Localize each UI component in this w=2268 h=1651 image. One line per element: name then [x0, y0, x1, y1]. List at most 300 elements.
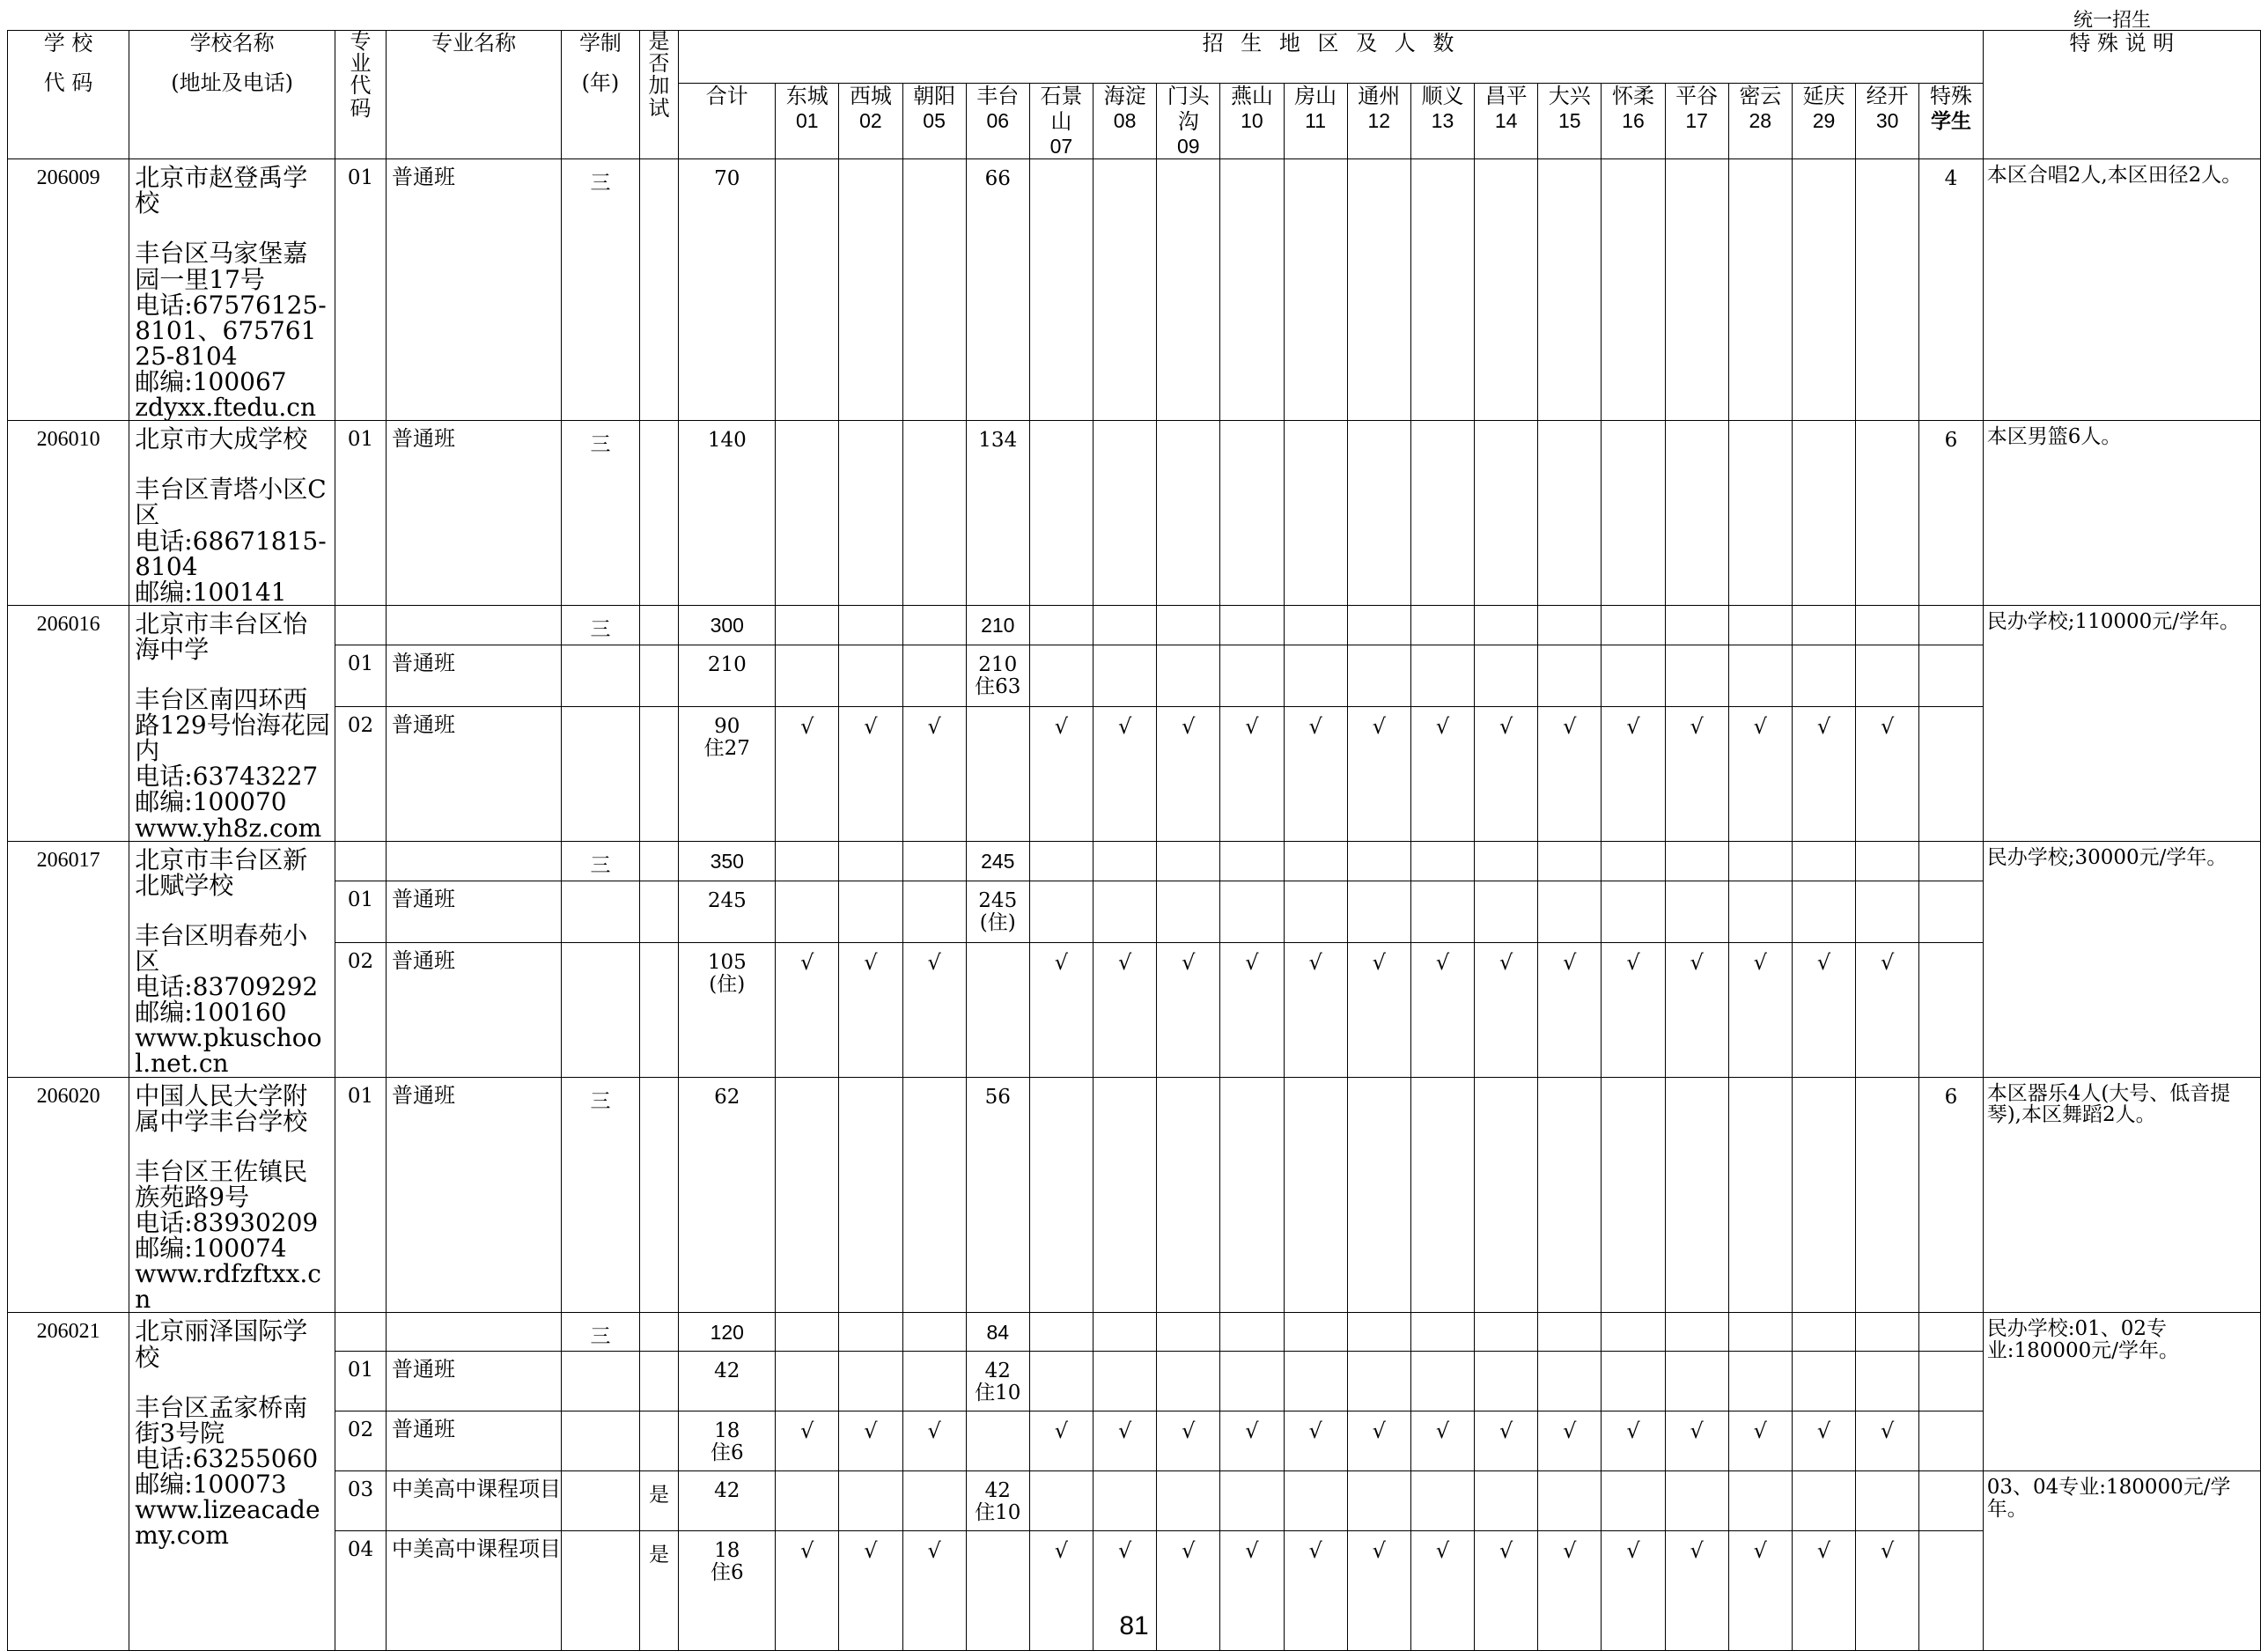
district-cell: [1728, 881, 1792, 943]
district-check: √: [1347, 1531, 1410, 1651]
total-count: 62: [679, 1077, 776, 1313]
district-cell: [1029, 1077, 1093, 1313]
school-code: 206020: [8, 1077, 129, 1313]
district-cell: [1665, 645, 1728, 707]
district-cell: [1094, 645, 1157, 707]
district-check: √: [1157, 1411, 1220, 1471]
header-district: [1347, 84, 1410, 159]
table-body: [8, 159, 2261, 1651]
major-name: 普通班: [386, 1352, 561, 1411]
district-name: 石景山: [1040, 84, 1083, 134]
district-cell: [1410, 645, 1474, 707]
district-cell: [1029, 421, 1093, 606]
district-cell: [1475, 1471, 1538, 1531]
district-cell: [1094, 1077, 1157, 1313]
school-address: [135, 687, 331, 841]
district-check: √: [902, 943, 966, 1078]
table-row: [8, 645, 2261, 707]
major-code: 01: [335, 1352, 387, 1411]
district-name: 通州: [1358, 84, 1401, 108]
school-name-cell: [129, 841, 335, 1077]
district-cell: [1284, 159, 1347, 421]
district-check: √: [1538, 1411, 1602, 1471]
district-code: 30: [1875, 108, 1899, 132]
extra-test: [639, 881, 679, 943]
district-cell: [839, 1471, 902, 1531]
total-count: 18 住6: [679, 1531, 776, 1651]
district-cell: [1157, 645, 1220, 707]
district-cell: [1284, 1352, 1347, 1411]
district-cell: [1602, 1352, 1665, 1411]
district-cell: [1094, 1352, 1157, 1411]
district-cell: [776, 421, 839, 606]
duration: 三: [562, 159, 639, 421]
major-name: [386, 1313, 561, 1352]
district-cell: [1792, 841, 1855, 881]
district-cell: [1284, 881, 1347, 943]
district-cell: [902, 1352, 966, 1411]
district-cell: [839, 1313, 902, 1352]
district-check: √: [1856, 943, 1919, 1078]
district-cell: [1284, 1471, 1347, 1531]
header-district: [1220, 84, 1284, 159]
district-count-fengtai: 134: [966, 421, 1029, 606]
header-major-code: 专业代码: [335, 31, 387, 159]
district-check: √: [1410, 1411, 1474, 1471]
district-cell: [1029, 1352, 1093, 1411]
major-name: 普通班: [386, 645, 561, 707]
district-cell: [1094, 1471, 1157, 1531]
header-note: 统一招生: [2073, 10, 2152, 32]
district-name: 西城: [849, 84, 892, 108]
district-cell: [1665, 605, 1728, 645]
district-cell: [1538, 841, 1602, 881]
district-cell: [1475, 605, 1538, 645]
district-name: 海淀: [1103, 84, 1146, 108]
district-name: 平谷: [1675, 84, 1719, 108]
district-cell: [1220, 605, 1284, 645]
major-code: 02: [335, 707, 387, 842]
header-region-title: 招 生 地 区 及 人 数: [679, 31, 1983, 84]
district-cell: [839, 1352, 902, 1411]
district-check: √: [1665, 1531, 1728, 1651]
header-duration: 学制 (年): [562, 31, 639, 159]
district-check: √: [1347, 707, 1410, 842]
address-line: 邮编:100070: [135, 787, 287, 817]
district-cell: [1475, 1077, 1538, 1313]
district-cell: [1602, 605, 1665, 645]
district-cell: [1410, 159, 1474, 421]
district-check: √: [1094, 1531, 1157, 1651]
district-check: √: [1220, 707, 1284, 842]
header-district: [966, 84, 1029, 159]
district-cell: [1856, 1077, 1919, 1313]
district-check: √: [1029, 1411, 1093, 1471]
table-row: [8, 841, 2261, 881]
district-cell: [1347, 645, 1410, 707]
address-line: 丰台区孟家桥南街3号院: [135, 1392, 308, 1448]
total-count: 18 住6: [679, 1411, 776, 1471]
address-line: 丰台区王佐镇民族苑路9号: [135, 1156, 308, 1212]
district-name: 特殊: [1929, 84, 1972, 108]
district-cell: [1475, 421, 1538, 606]
district-count-fengtai: [966, 707, 1029, 842]
total-count: 120: [679, 1313, 776, 1352]
district-cell: [1410, 1471, 1474, 1531]
district-check: √: [1284, 1411, 1347, 1471]
district-code: 06: [986, 108, 1010, 132]
district-cell: [1284, 1077, 1347, 1313]
school-name: 北京丽泽国际学校: [135, 1316, 308, 1372]
district-count-fengtai: 210 住63: [966, 645, 1029, 707]
school-code: 206010: [8, 421, 129, 606]
district-count-fengtai: 56: [966, 1077, 1029, 1313]
district-check: √: [839, 707, 902, 842]
school-name-cell: [129, 605, 335, 841]
district-check: √: [1284, 707, 1347, 842]
special-note: 民办学校;30000元/学年。: [1983, 841, 2260, 1077]
table-row: [8, 1313, 2261, 1352]
table-row: [8, 881, 2261, 943]
district-cell: [1728, 605, 1792, 645]
district-cell: [902, 841, 966, 881]
district-cell: [1602, 645, 1665, 707]
district-cell: [776, 1471, 839, 1531]
district-cell: [1220, 881, 1284, 943]
district-code: 01: [795, 108, 819, 132]
district-check: √: [1602, 707, 1665, 842]
district-code: 学生: [1930, 108, 1971, 132]
district-cell: [1602, 1313, 1665, 1352]
district-check: √: [1728, 943, 1792, 1078]
district-cell: [1728, 1352, 1792, 1411]
district-cell: [1157, 421, 1220, 606]
table-row: [8, 159, 2261, 421]
district-count-fengtai: 210: [966, 605, 1029, 645]
district-cell: [1792, 605, 1855, 645]
school-name: 北京市丰台区怡海中学: [135, 608, 308, 664]
district-cell: [1410, 881, 1474, 943]
district-cell: [1856, 1313, 1919, 1352]
district-cell: [1094, 1313, 1157, 1352]
district-cell: [1665, 881, 1728, 943]
district-cell: [1094, 841, 1157, 881]
district-cell: [839, 645, 902, 707]
district-check: √: [1475, 707, 1538, 842]
address-line: 邮编:100074: [135, 1234, 287, 1264]
district-cell: [776, 1313, 839, 1352]
district-check: √: [902, 1411, 966, 1471]
district-cell: [1665, 421, 1728, 606]
district-cell: [1094, 881, 1157, 943]
district-cell: [1538, 1313, 1602, 1352]
district-check: √: [1856, 1411, 1919, 1471]
district-cell: [1665, 1077, 1728, 1313]
district-cell: [1792, 1077, 1855, 1313]
district-cell: [1728, 421, 1792, 606]
school-address: [135, 1156, 331, 1315]
district-code: 28: [1749, 108, 1772, 132]
district-cell: [1029, 645, 1093, 707]
district-name: 怀柔: [1611, 84, 1654, 108]
district-check: √: [839, 943, 902, 1078]
district-check: √: [1792, 707, 1855, 842]
district-cell: [1220, 841, 1284, 881]
special-students: [1919, 1313, 1983, 1352]
district-check: √: [1728, 1531, 1792, 1651]
district-cell: [1347, 1313, 1410, 1352]
table-row: [8, 707, 2261, 842]
major-name: 普通班: [386, 881, 561, 943]
district-cell: [1410, 1077, 1474, 1313]
header-district: [1094, 84, 1157, 159]
district-cell: [776, 605, 839, 645]
district-cell: [1538, 605, 1602, 645]
table-row: [8, 1352, 2261, 1411]
district-check: √: [1602, 1531, 1665, 1651]
school-address: [135, 476, 331, 605]
extra-test: [639, 645, 679, 707]
district-cell: [1792, 159, 1855, 421]
district-cell: [1792, 645, 1855, 707]
district-cell: [1347, 841, 1410, 881]
district-cell: [1220, 645, 1284, 707]
district-cell: [1347, 1471, 1410, 1531]
district-check: √: [1220, 943, 1284, 1078]
address-line: www.rdfzftxx.cn: [135, 1259, 321, 1315]
district-name: 丰台: [976, 84, 1020, 108]
extra-test: [639, 1077, 679, 1313]
header-district: [1665, 84, 1728, 159]
district-cell: [1284, 645, 1347, 707]
district-check: √: [839, 1531, 902, 1651]
district-check: √: [1475, 943, 1538, 1078]
special-students: [1919, 605, 1983, 645]
district-cell: [1538, 421, 1602, 606]
district-cell: [1220, 159, 1284, 421]
header-district: [1157, 84, 1220, 159]
district-cell: [1538, 645, 1602, 707]
district-cell: [1029, 1471, 1093, 1531]
district-cell: [1538, 159, 1602, 421]
district-count-fengtai: 42 住10: [966, 1471, 1029, 1531]
header-district: [1029, 84, 1093, 159]
district-count-fengtai: 84: [966, 1313, 1029, 1352]
total-count: 140: [679, 421, 776, 606]
district-cell: [1284, 1313, 1347, 1352]
address-line: 电话:68671815-8104: [135, 526, 327, 581]
duration: 三: [562, 841, 639, 881]
address-line: 丰台区明春苑小区: [135, 920, 308, 977]
district-code: 14: [1494, 108, 1518, 132]
district-cell: [1284, 841, 1347, 881]
duration: [562, 881, 639, 943]
table-row: [8, 605, 2261, 645]
school-code: 206016: [8, 605, 129, 841]
special-note: 本区器乐4人(大号、低音提琴),本区舞蹈2人。: [1983, 1077, 2260, 1313]
district-count-fengtai: 245: [966, 841, 1029, 881]
district-cell: [1220, 1471, 1284, 1531]
district-cell: [1410, 421, 1474, 606]
special-note: 本区合唱2人,本区田径2人。: [1983, 159, 2260, 421]
header-extra-test: 是否加试: [639, 31, 679, 159]
district-name: 东城: [785, 84, 828, 108]
district-code: 07: [1049, 134, 1073, 158]
special-note: 民办学校:01、02专业:180000元/学年。: [1983, 1313, 2260, 1471]
district-cell: [1220, 1313, 1284, 1352]
district-cell: [839, 421, 902, 606]
address-line: www.pkuschool.net.cn: [135, 1023, 322, 1079]
district-code: 11: [1305, 108, 1327, 132]
table-row: [8, 943, 2261, 1078]
district-cell: [1475, 1313, 1538, 1352]
district-check: √: [776, 707, 839, 842]
district-cell: [1029, 605, 1093, 645]
district-check: √: [1029, 1531, 1093, 1651]
district-count-fengtai: 42 住10: [966, 1352, 1029, 1411]
district-cell: [1856, 605, 1919, 645]
district-cell: [1792, 1313, 1855, 1352]
district-check: √: [1347, 1411, 1410, 1471]
extra-test: [639, 159, 679, 421]
duration: 三: [562, 1313, 639, 1352]
district-cell: [1665, 1352, 1728, 1411]
district-cell: [1602, 881, 1665, 943]
district-cell: [902, 421, 966, 606]
district-cell: [1410, 605, 1474, 645]
duration: [562, 645, 639, 707]
address-line: zdyxx.ftedu.cn: [135, 393, 316, 423]
district-cell: [1157, 1352, 1220, 1411]
district-cell: [1728, 1077, 1792, 1313]
district-cell: [1665, 1313, 1728, 1352]
district-code: 12: [1367, 108, 1391, 132]
extra-test: 是: [639, 1471, 679, 1531]
special-note: 民办学校;110000元/学年。: [1983, 605, 2260, 841]
district-cell: [902, 1077, 966, 1313]
district-cell: [1602, 1077, 1665, 1313]
district-cell: [1410, 1352, 1474, 1411]
school-name: 北京市大成学校: [135, 424, 308, 454]
school-name-cell: [129, 421, 335, 606]
district-cell: [1347, 1077, 1410, 1313]
district-code: 16: [1622, 108, 1645, 132]
district-check: √: [1094, 1411, 1157, 1471]
district-check: √: [1665, 707, 1728, 842]
header-district: [839, 84, 902, 159]
district-cell: [1665, 1471, 1728, 1531]
major-code: 02: [335, 1411, 387, 1471]
school-code: 206017: [8, 841, 129, 1077]
major-code: 01: [335, 159, 387, 421]
district-code: 29: [1812, 108, 1836, 132]
district-cell: [1792, 1352, 1855, 1411]
district-cell: [1157, 881, 1220, 943]
major-code: [335, 605, 387, 645]
district-cell: [1475, 645, 1538, 707]
district-code: 08: [1113, 108, 1137, 132]
table-row: [8, 1471, 2261, 1531]
district-check: √: [1220, 1411, 1284, 1471]
major-name: 普通班: [386, 707, 561, 842]
district-cell: [1475, 841, 1538, 881]
duration: [562, 1471, 639, 1531]
district-cell: [1029, 159, 1093, 421]
district-cell: [1602, 159, 1665, 421]
district-cell: [1029, 841, 1093, 881]
header-district: [1728, 84, 1792, 159]
district-cell: [1347, 605, 1410, 645]
special-note: 本区男篮6人。: [1983, 421, 2260, 606]
major-name: 普通班: [386, 421, 561, 606]
major-code: 01: [335, 1077, 387, 1313]
school-name: 北京市赵登禹学校: [135, 163, 308, 218]
address-line: 邮编:100160: [135, 998, 287, 1028]
total-count: 300: [679, 605, 776, 645]
school-name: 北京市丰台区新北赋学校: [135, 844, 308, 900]
district-cell: [1538, 1077, 1602, 1313]
district-cell: [1094, 605, 1157, 645]
district-cell: [1856, 159, 1919, 421]
table-row: [8, 1411, 2261, 1471]
header-district: [1919, 84, 1983, 159]
major-code: 01: [335, 881, 387, 943]
district-count-fengtai: [966, 943, 1029, 1078]
total-count: 245: [679, 881, 776, 943]
district-name: 经开: [1866, 84, 1909, 108]
district-check: √: [839, 1411, 902, 1471]
school-name-cell: [129, 159, 335, 421]
district-code: 17: [1685, 108, 1708, 132]
major-code: 01: [335, 645, 387, 707]
major-code: [335, 1313, 387, 1352]
district-cell: [902, 159, 966, 421]
district-check: √: [1792, 1411, 1855, 1471]
district-cell: [1284, 605, 1347, 645]
district-cell: [902, 1313, 966, 1352]
district-name: 门头沟: [1167, 84, 1210, 134]
district-check: √: [1856, 707, 1919, 842]
extra-test: [639, 841, 679, 881]
district-cell: [1856, 881, 1919, 943]
district-check: √: [1157, 943, 1220, 1078]
district-cell: [1410, 1313, 1474, 1352]
header-school-name: 学校名称 (地址及电话): [129, 31, 335, 159]
table-row: [8, 1077, 2261, 1313]
extra-test: [639, 1313, 679, 1352]
district-cell: [1157, 159, 1220, 421]
address-line: 电话:67576125-8101、67576125-8104: [135, 290, 327, 371]
special-students: [1919, 707, 1983, 842]
district-cell: [1475, 159, 1538, 421]
header-special-note: 特 殊 说 明: [1983, 31, 2260, 159]
address-line: 丰台区青塔小区C区: [135, 475, 327, 530]
header-major-name: 专业名称: [386, 31, 561, 159]
district-cell: [1665, 159, 1728, 421]
district-cell: [776, 841, 839, 881]
table-row: [8, 421, 2261, 606]
duration: [562, 707, 639, 842]
district-cell: [776, 645, 839, 707]
special-students: [1919, 1352, 1983, 1411]
extra-test: 是: [639, 1531, 679, 1651]
extra-test: [639, 421, 679, 606]
major-code: [335, 841, 387, 881]
major-name: [386, 605, 561, 645]
total-count: 70: [679, 159, 776, 421]
district-count-fengtai: 245 (住): [966, 881, 1029, 943]
district-code: 10: [1241, 108, 1263, 132]
